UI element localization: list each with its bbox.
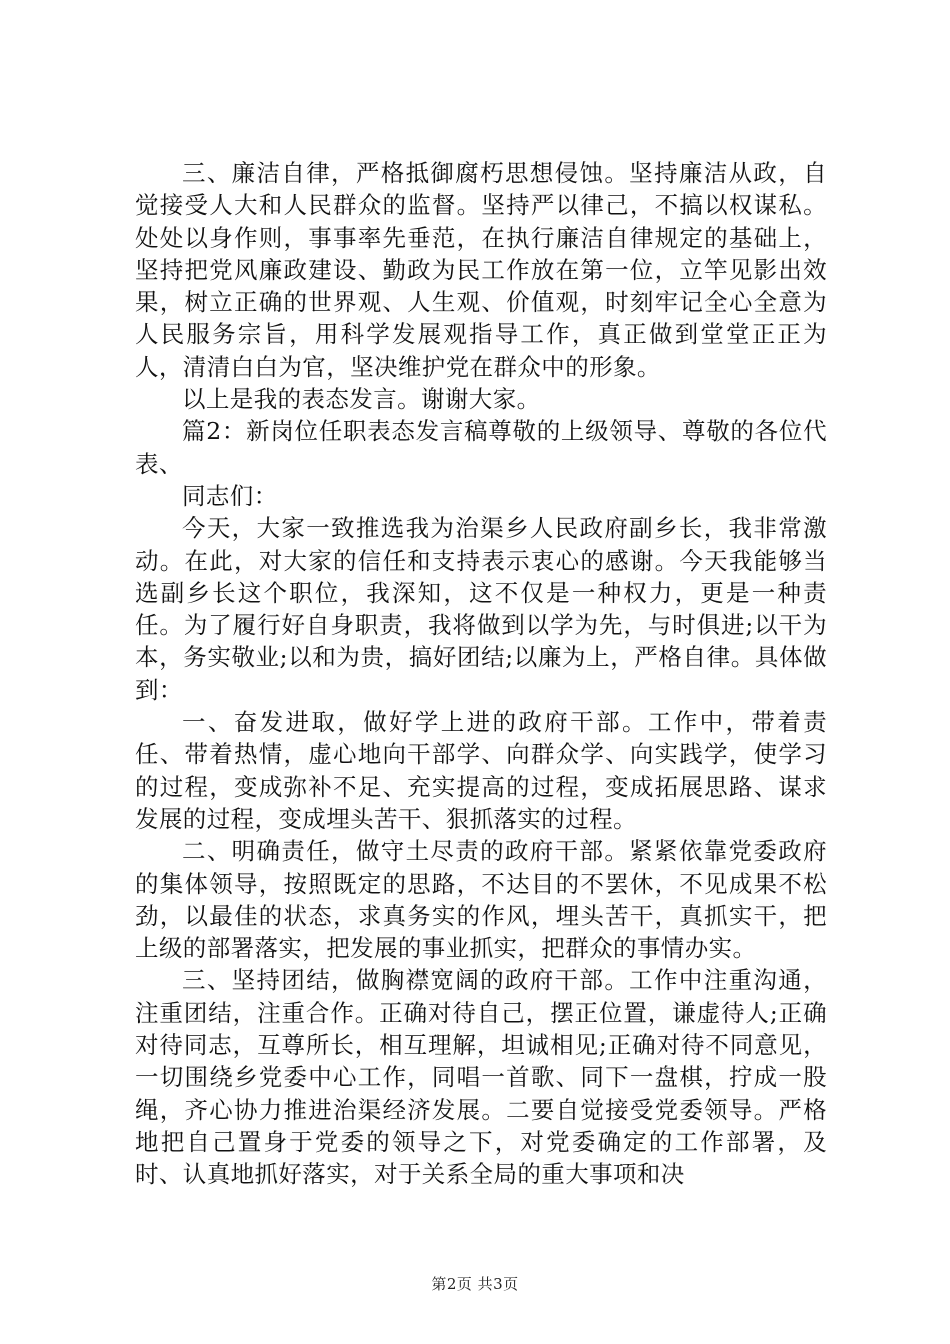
paragraph-article-2-heading: 篇2：新岗位任职表态发言稿尊敬的上级领导、尊敬的各位代表、 <box>135 417 827 478</box>
paragraph-point-two: 二、明确责任，做守土尽责的政府干部。紧紧依靠党委政府的集体领导，按照既定的思路，不达目的不罢休，不见成果不松劲，以最佳的状态，求真务实的作风，埋头苦干，真抓实干，把上级的部署落实，把发展的事业抓实，把群众的事情办实。 <box>135 837 827 963</box>
paragraph-integrity: 三、廉洁自律，严格抵御腐朽思想侵蚀。坚持廉洁从政，自觉接受人大和人民群众的监督。坚持严以律己，不搞以权谋私。处处以身作则，事事率先垂范，在执行廉洁自律规定的基础上，坚持把党风廉政建设、勤政为民工作放在第一位，立竿见影出效果，树立正确的世界观、人生观、价值观，时刻牢记全心全意为人民服务宗旨，用科学发展观指导工作，真正做到堂堂正正为人，清清白白为官，坚决维护党在群众中的形象。 <box>135 159 827 381</box>
paragraph-closing: 以上是我的表态发言。谢谢大家。 <box>182 385 541 414</box>
document-body <box>135 157 827 1191</box>
paragraph-point-one: 一、奋发进取，做好学上进的政府干部。工作中，带着责任、带着热情，虚心地向干部学、向群众学、向实践学，使学习的过程，变成弥补不足、充实提高的过程，变成拓展思路、谋求发展的过程，变成埋头苦干、狠抓落实的过程。 <box>135 708 827 833</box>
paragraph-introduction: 今天，大家一致推选我为治渠乡人民政府副乡长，我非常激动。在此，对大家的信任和支持表示衷心的感谢。今天我能够当选副乡长这个职位，我深知，这不仅是一种权力，更是一种责任。为了履行好自身职责，我将做到以学为先，与时俱进;以干为本，务实敬业;以和为贵，搞好团结;以廉为上，严格自律。具体做到： <box>135 514 827 704</box>
page-footer: 第2页 共3页 <box>431 1275 519 1293</box>
paragraph-point-three: 三、坚持团结，做胸襟宽阔的政府干部。工作中注重沟通，注重团结，注重合作。正确对待自己，摆正位置，谦虚待人;正确对待同志，互尊所长，相互理解，坦诚相见;正确对待不同意见，一切围绕乡党委中心工作，同唱一首歌、同下一盘棋，拧成一股绳，齐心协力推进治渠经济发展。二要自觉接受党委领导。严格地把自己置身于党委的领导之下，对党委确定的工作部署，及时、认真地抓好落实，对于关系全局的重大事项和决 <box>135 966 827 1189</box>
paragraph-salutation: 同志们： <box>182 481 278 510</box>
